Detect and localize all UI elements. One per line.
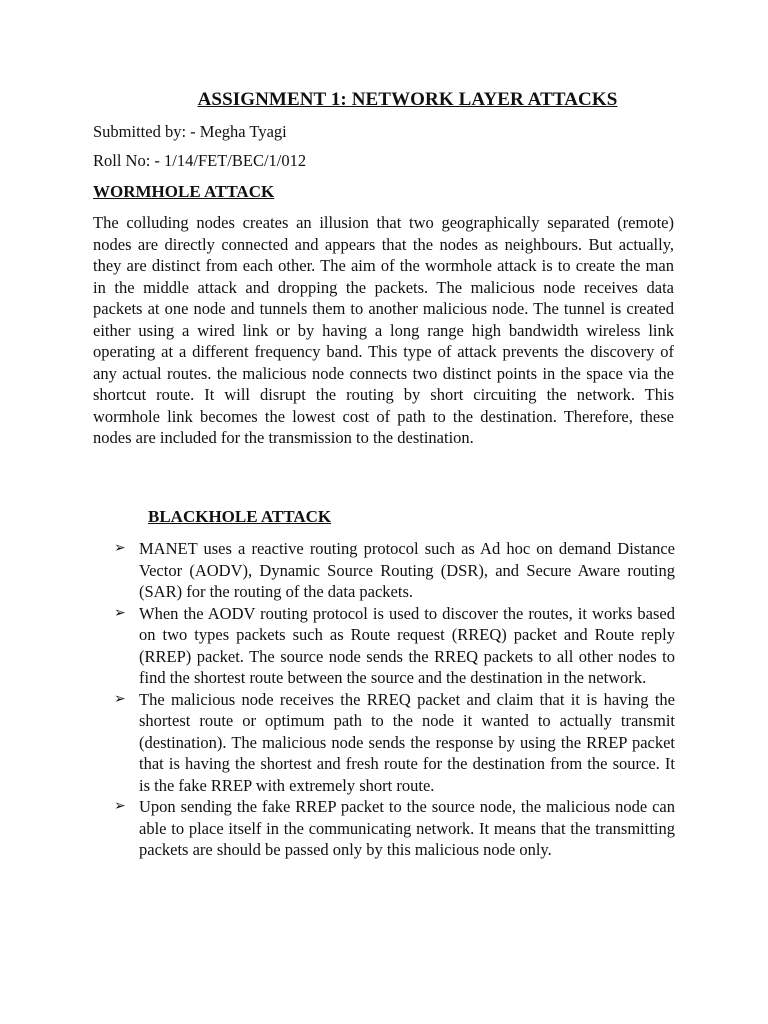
list-item: [114, 538, 675, 603]
list-item: [114, 603, 675, 689]
list-item: [114, 689, 675, 797]
page-title: ASSIGNMENT 1: NETWORK LAYER ATTACKS: [197, 89, 618, 110]
arrowhead-bullet-icon: ➢: [114, 605, 126, 621]
bullet-text: Upon sending the fake RREP packet to the source node, the malicious node can able to place itself in the communicating network. It means that the transmitting packets are should be passed only by this malicious node only.: [139, 797, 675, 859]
submitted-by: Submitted by: - Megha Tyagi: [93, 122, 287, 141]
arrowhead-bullet-icon: ➢: [114, 799, 126, 814]
wormhole-heading: WORMHOLE ATTACK: [93, 182, 275, 201]
list-item: [114, 796, 675, 861]
arrowhead-bullet-icon: ➢: [114, 691, 126, 707]
arrowhead-bullet-icon: ➢: [114, 541, 126, 556]
bullet-text: The malicious node receives the RREQ packet and claim that it is having the shortest route or optimum path to the node it wanted to actually transmit (destination). The malicious node sends the response by using the RREP packet that is having the shortest and fresh route for the destination from the source. It is the fake RREP with extremely short route.: [139, 689, 675, 795]
blackhole-heading: BLACKHOLE ATTACK: [148, 507, 332, 526]
bullet-text: When the AODV routing protocol is used to discover the routes, it works based on two types packets such as Route request (RREQ) packet and Route reply (RREP) packet. The source node sends the RREQ packets to all other nodes to find the shortest route between the source and the destination in the network.: [139, 603, 675, 687]
bullet-text: MANET uses a reactive routing protocol such as Ad hoc on demand Distance Vector (AODV), Dynamic Source Routing (DSR), and Secure Aware routing (SAR) for the routing of the data packets.: [139, 539, 675, 601]
blackhole-bullet-list: [114, 538, 675, 861]
roll-number: Roll No: - 1/14/FET/BEC/1/012: [93, 151, 307, 170]
wormhole-paragraph: The colluding nodes creates an illusion that two geographically separated (remote) nodes are directly connected and appears that the nodes as neighbours. But actually, they are distinct from each other. The aim of the wormhole attack is to create the man in the middle attack and dropping the packets. The malicious node receives data packets at one node and tunnels them to another malicious node. The tunnel is created either using a wired link or by having a long range high bandwidth wireless link operating at a different frequency band. This type of attack prevents the discovery of any actual routes. the malicious node connects two distinct points in the space via the shortcut route. It will disrupt the routing by short circuiting the network. This wormhole link becomes the lowest cost of path to the destination. Therefore, these nodes are included for the transmission to the destination.: [93, 213, 674, 447]
